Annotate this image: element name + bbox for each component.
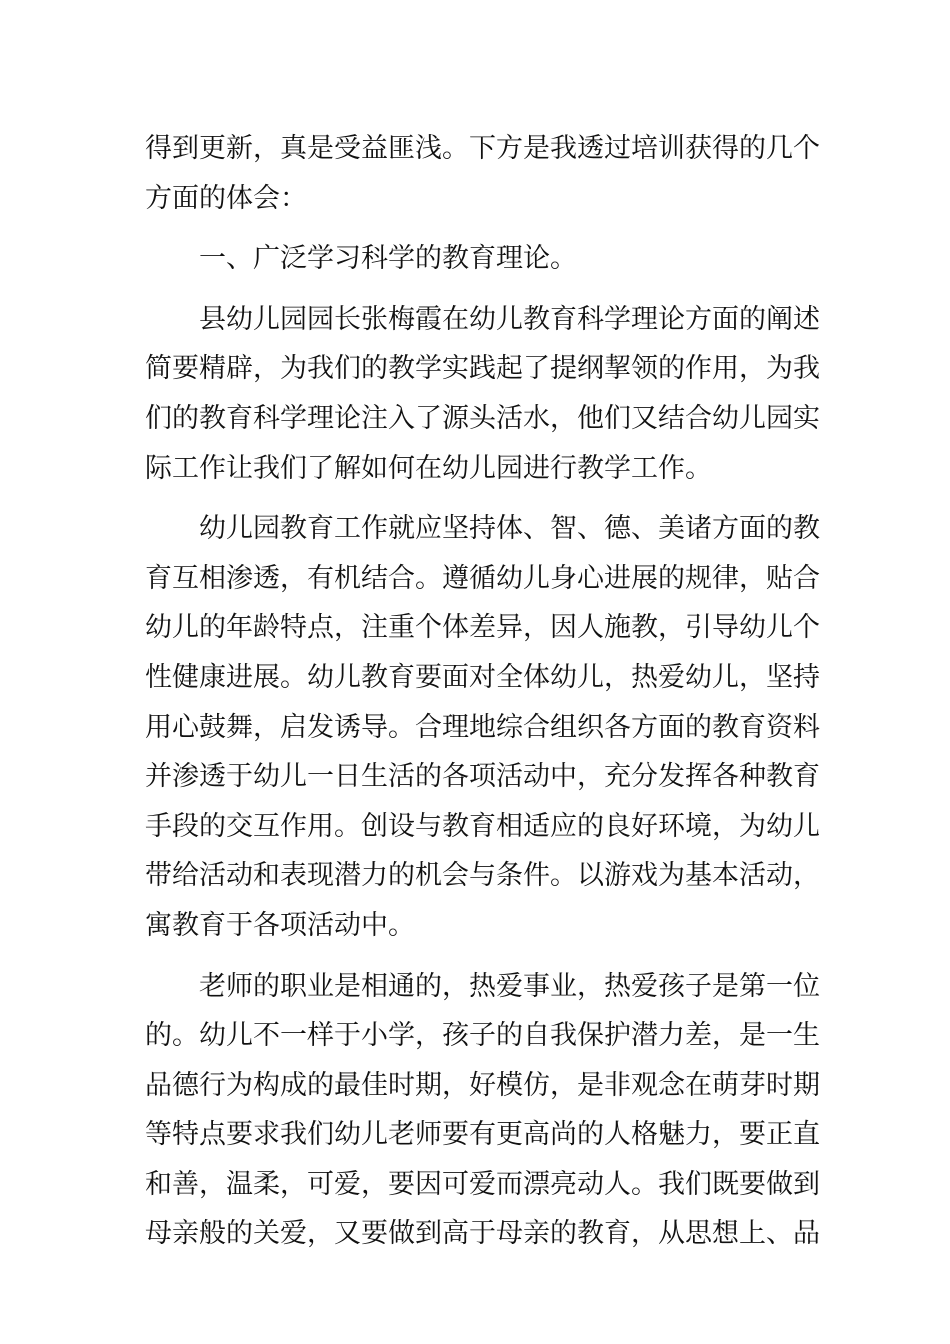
text-line: 老师的职业是相通的，热爱事业，热爱孩子是第一位 [199,970,820,1002]
text-line: 们的教育科学理论注入了源头活水，他们又结合幼儿园实 [145,402,820,434]
text-line: 用心鼓舞，启发诱导。合理地综合组织各方面的教育资料 [145,711,820,743]
text-line: 和善，温柔，可爱，要因可爱而漂亮动人。我们既要做到 [145,1168,820,1200]
paragraph [145,124,820,223]
text-line: 等特点要求我们幼儿老师要有更高尚的人格魅力，要正直 [145,1119,820,1151]
paragraph-gap [145,223,805,234]
text-line: 方面的体会： [145,182,307,214]
text-line: 一、广泛学习科学的教育理论。 [199,243,577,275]
text-line: 得到更新，真是受益匪浅。下方是我透过培训获得的几个 [145,133,820,164]
text-line: 县幼儿园园长张梅霞在幼儿教育科学理论方面的阐述 [199,303,820,335]
paragraph [145,962,820,1260]
text-line: 手段的交互作用。创设与教育相适应的良好环境，为幼儿 [145,810,820,842]
paragraph [145,295,820,493]
text-line: 并渗透于幼儿一日生活的各项活动中，充分发挥各种教育 [145,761,820,793]
text-line: 幼儿的年龄特点，注重个体差异，因人施教，引导幼儿个 [145,612,820,644]
text-line: 带给活动和表现潜力的机会与条件。以游戏为基本活动， [145,860,820,892]
text-line: 寓教育于各项活动中。 [145,909,415,941]
document-body [145,124,820,1259]
paragraph [145,234,805,284]
text-line: 母亲般的关爱，又要做到高于母亲的教育，从思想上、品 [145,1218,820,1250]
text-line: 际工作让我们了解如何在幼儿园进行教学工作。 [145,452,712,484]
text-line: 品德行为构成的最佳时期，好模仿，是非观念在萌芽时期 [145,1069,820,1101]
text-line: 简要精辟，为我们的教学实践起了提纲挈领的作用，为我 [145,353,820,385]
paragraph-gap [145,951,805,962]
paragraph-gap [145,493,805,504]
paragraph-gap [145,284,805,295]
paragraph [145,504,820,950]
text-line: 育互相渗透，有机结合。遵循幼儿身心进展的规律，贴合 [145,562,820,594]
text-line: 性健康进展。幼儿教育要面对全体幼儿，热爱幼儿，坚持 [145,661,820,693]
text-line: 的。幼儿不一样于小学，孩子的自我保护潜力差，是一生 [145,1020,820,1052]
text-line: 幼儿园教育工作就应坚持体、智、德、美诸方面的教 [199,513,820,545]
